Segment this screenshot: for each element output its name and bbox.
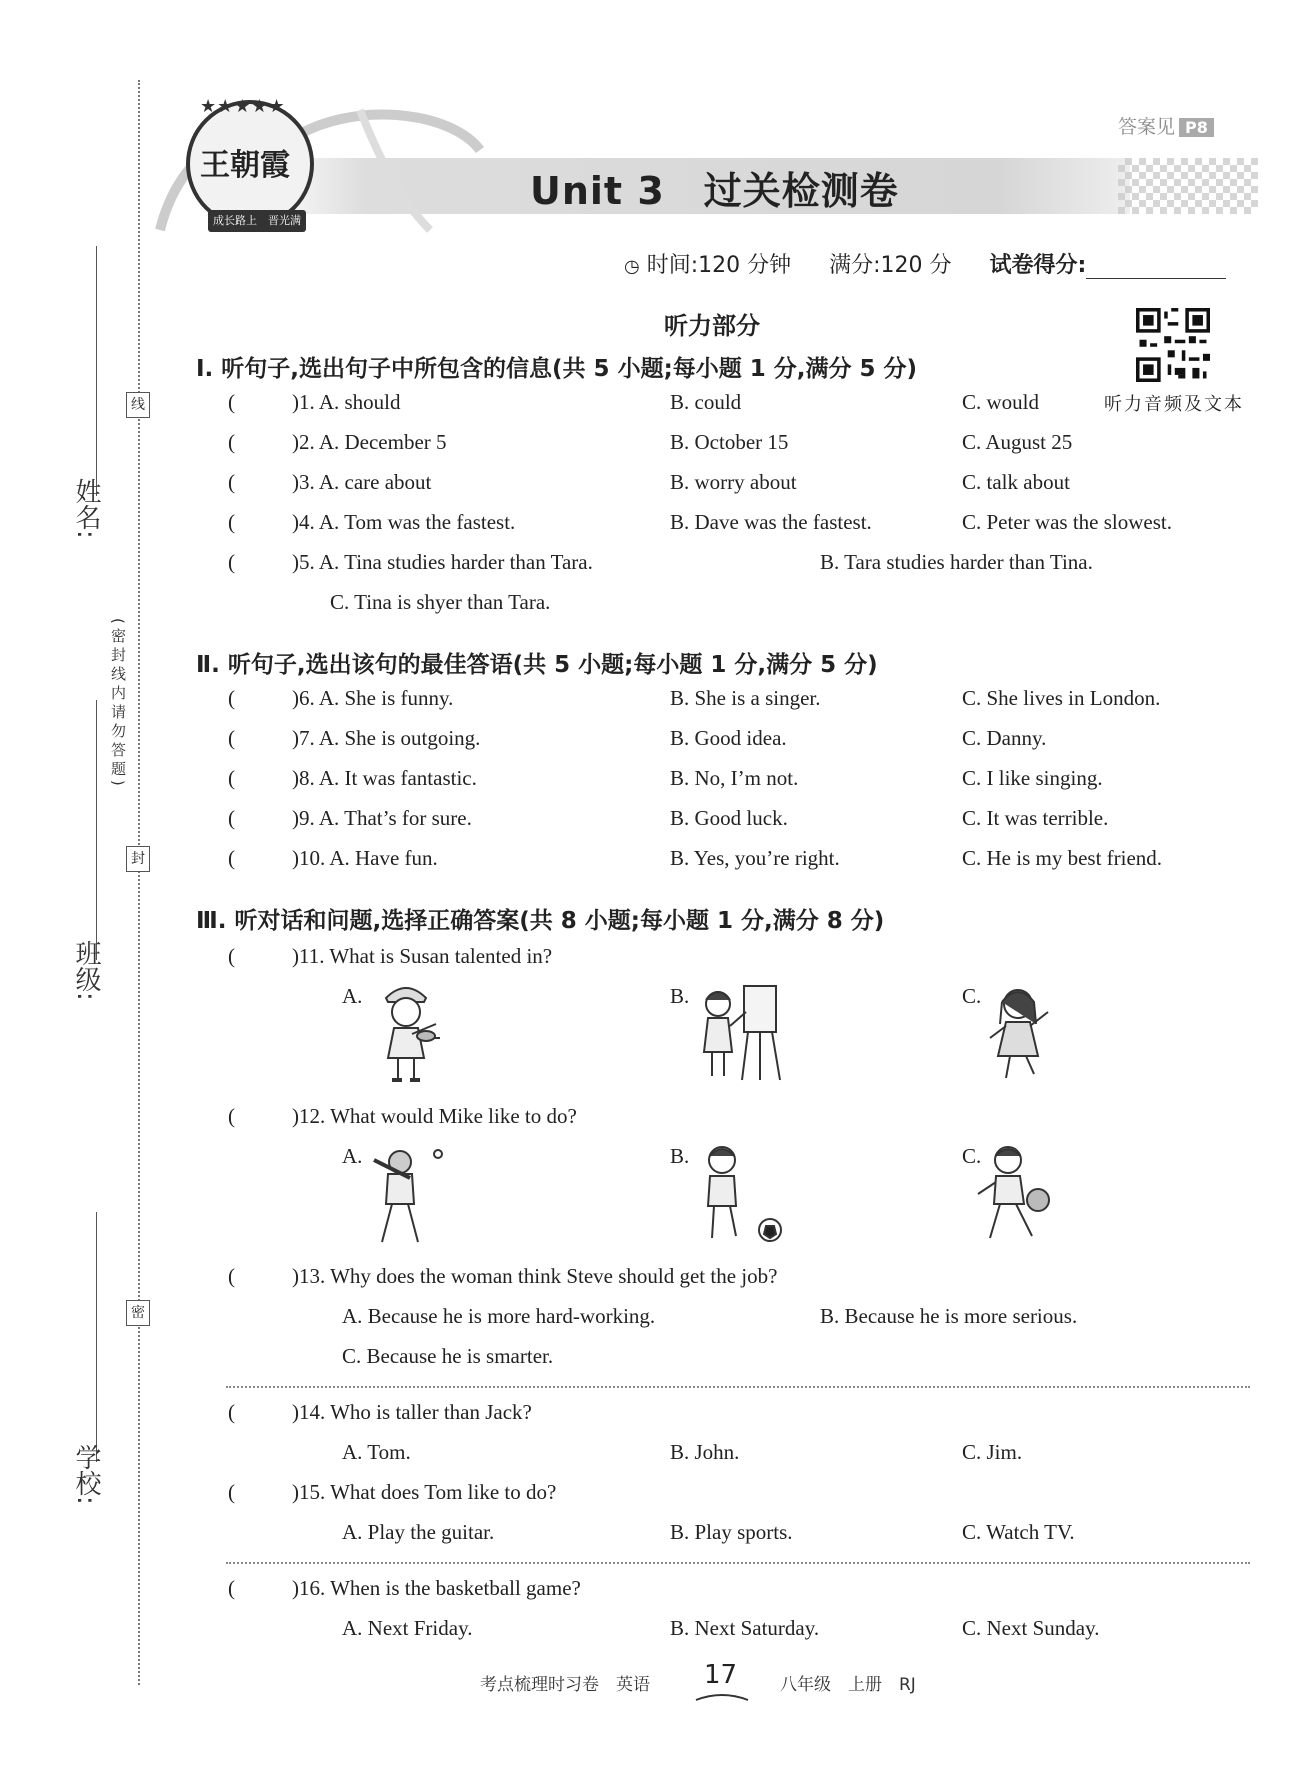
q1-option-c: C. would [962,390,1040,414]
q16-option-c: C. Next Sunday. [962,1616,1100,1640]
q13-option-c: C. Because he is smarter. [342,1344,554,1368]
answer-paren[interactable]: ( [228,944,235,968]
q13-stem: )13. Why does the woman think Steve should get the job? [292,1264,778,1288]
clock-icon: ◷ [624,256,640,277]
seal-note: (密封线内请勿答题) [109,618,127,790]
school-label: 学校: [71,1444,101,1505]
answer-paren[interactable]: ( [228,1264,235,1288]
seal-mark-seal: 封 [126,846,150,872]
q12-option-a: A. [342,1144,363,1168]
score-label: 试卷得分: [989,253,1087,278]
class-label: 班级: [71,940,101,1001]
answer-paren[interactable]: ( [228,766,235,790]
section-3-title: Ⅲ. 听对话和问题,选择正确答案(共 8 小题;每小题 1 分,满分 8 分) [196,908,885,934]
q12-option-b: B. [670,1144,690,1168]
q2-option-c: C. August 25 [962,430,1073,454]
girl-dancing-picture[interactable] [976,976,1066,1086]
q2-option-b: B. October 15 [670,430,789,454]
dialogue-separator [226,1386,1250,1388]
q15-option-c: C. Watch TV. [962,1520,1075,1544]
q8-stem: )8. A. It was fantastic. [292,766,477,790]
dialogue-separator [226,1562,1250,1564]
q14-option-c: C. Jim. [962,1440,1023,1464]
footer-left: 考点梳理时习卷 英语 [480,1675,650,1695]
q3-option-b: B. worry about [670,470,797,494]
q6-option-c: C. She lives in London. [962,686,1161,710]
listening-part-title: 听力部分 [664,312,760,340]
class-line [96,700,97,960]
q3-option-c: C. talk about [962,470,1070,494]
banner-pattern [1118,158,1258,214]
q14-stem: )14. Who is taller than Jack? [292,1400,532,1424]
school-line [96,1212,97,1462]
time-label: 时间:120 分钟 [646,253,792,278]
q16-stem: )16. When is the basketball game? [292,1576,581,1600]
q5-stem: )5. A. Tina studies harder than Tara. [292,550,593,574]
q15-stem: )15. What does Tom like to do? [292,1480,557,1504]
answer-paren[interactable]: ( [228,1576,235,1600]
q1-option-b: B. could [670,390,742,414]
answer-paren[interactable]: ( [228,806,235,830]
answer-ref-page: P8 [1179,118,1214,137]
answer-reference [1118,112,1214,139]
answer-paren[interactable]: ( [228,470,235,494]
logo-stars-icon: ★★★★★ [200,96,286,117]
seal-mark-close: 密 [126,1300,150,1326]
q16-option-b: B. Next Saturday. [670,1616,820,1640]
q9-stem: )9. A. That’s for sure. [292,806,472,830]
q6-stem: )6. A. She is funny. [292,686,454,710]
q12-option-c: C. [962,1144,982,1168]
footer-right: 八年级 上册 RJ [780,1675,916,1695]
page-title: Unit 3 过关检测卷 [530,169,899,213]
answer-paren[interactable]: ( [228,430,235,454]
boy-soccer-picture[interactable] [686,1138,786,1248]
page-number-decoration [694,1690,750,1704]
q8-option-b: B. No, I’m not. [670,766,799,790]
full-score-label: 满分:120 分 [829,253,952,278]
q5-option-c: C. Tina is shyer than Tara. [330,590,551,614]
q14-option-b: B. John. [670,1440,740,1464]
name-line [96,246,97,496]
q13-option-a: A. Because he is more hard-working. [342,1304,656,1328]
answer-ref-label: 答案见 [1118,116,1176,138]
name-label: 姓名: [71,478,101,539]
exam-meta [624,248,1226,279]
q11-option-a: A. [342,984,363,1008]
q16-option-a: A. Next Friday. [342,1616,473,1640]
section-2-title: Ⅱ. 听句子,选出该句的最佳答语(共 5 小题;每小题 1 分,满分 5 分) [196,652,878,678]
q10-option-c: C. He is my best friend. [962,846,1163,870]
answer-paren[interactable]: ( [228,846,235,870]
answer-paren[interactable]: ( [228,510,235,534]
q11-option-c: C. [962,984,982,1008]
q11-stem: )11. What is Susan talented in? [292,944,553,968]
q4-stem: )4. A. Tom was the fastest. [292,510,516,534]
q1-stem: )1. A. should [292,390,401,414]
q4-option-b: B. Dave was the fastest. [670,510,872,534]
q10-stem: )10. A. Have fun. [292,846,438,870]
answer-paren[interactable]: ( [228,726,235,750]
q11-option-b: B. [670,984,690,1008]
answer-paren[interactable]: ( [228,390,235,414]
seal-dotted-line [138,80,140,1685]
q7-stem: )7. A. She is outgoing. [292,726,481,750]
qr-label: 听力音频及文本 [1104,394,1244,415]
page-number: 17 [704,1660,738,1690]
logo-slogan: 成长路上 晋光满天 [208,210,306,232]
q9-option-c: C. It was terrible. [962,806,1109,830]
q7-option-c: C. Danny. [962,726,1047,750]
answer-paren[interactable]: ( [228,686,235,710]
q4-option-c: C. Peter was the slowest. [962,510,1172,534]
boy-basketball-picture[interactable] [966,1138,1066,1248]
q12-stem: )12. What would Mike like to do? [292,1104,577,1128]
q13-option-b: B. Because he is more serious. [820,1304,1078,1328]
logo-name: 王朝霞 [200,148,290,183]
q15-option-b: B. Play sports. [670,1520,793,1544]
q8-option-c: C. I like singing. [962,766,1103,790]
girl-painting-picture[interactable] [690,976,790,1086]
qr-code-icon[interactable] [1136,308,1210,382]
score-blank[interactable] [1086,256,1226,279]
section-1-title: Ⅰ. 听句子,选出句子中所包含的信息(共 5 小题;每小题 1 分,满分 5 分) [196,356,918,382]
q15-option-a: A. Play the guitar. [342,1520,495,1544]
boy-baseball-picture[interactable] [360,1138,460,1248]
q2-stem: )2. A. December 5 [292,430,447,454]
girl-violin-picture[interactable] [366,976,446,1086]
q7-option-b: B. Good idea. [670,726,787,750]
seal-mark-line: 线 [126,392,150,418]
answer-paren[interactable]: ( [228,1104,235,1128]
q6-option-b: B. She is a singer. [670,686,821,710]
q14-option-a: A. Tom. [342,1440,411,1464]
answer-paren[interactable]: ( [228,1480,235,1504]
q3-stem: )3. A. care about [292,470,432,494]
answer-paren[interactable]: ( [228,550,235,574]
q9-option-b: B. Good luck. [670,806,788,830]
answer-paren[interactable]: ( [228,1400,235,1424]
q5-option-b: B. Tara studies harder than Tina. [820,550,1093,574]
q10-option-b: B. Yes, you’re right. [670,846,840,870]
